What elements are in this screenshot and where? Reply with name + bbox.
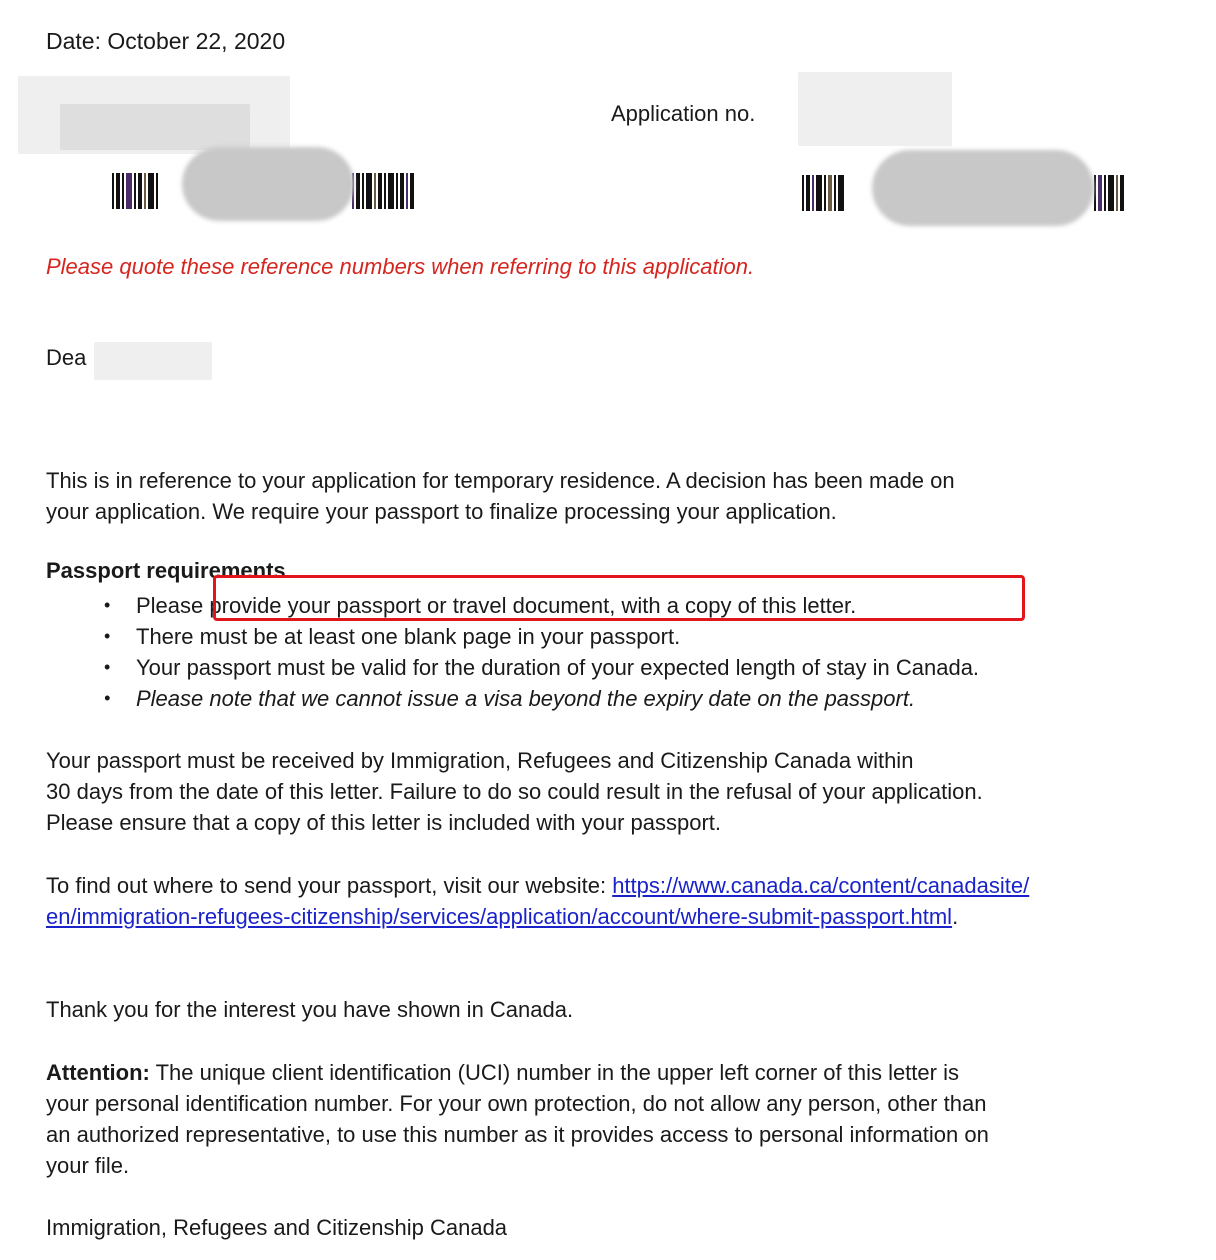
uci-barcode-right-part (352, 173, 416, 209)
redacted-application-barcode-number (872, 150, 1094, 226)
requirement-item: • Your passport must be valid for the duration of your expected length of stay in Canada. (96, 652, 979, 683)
website-paragraph (46, 870, 1029, 932)
attention-label: Attention: (46, 1060, 150, 1085)
letter-date (46, 26, 285, 57)
deadline-line: 30 days from the date of this letter. Failure to do so could result in the refusal of your application. (46, 779, 983, 804)
date-label: Date: (46, 28, 101, 54)
attention-line: your personal identification number. For your own protection, do not allow any person, other than (46, 1091, 987, 1116)
highlight-box (213, 575, 1025, 621)
signature-paragraph (46, 1212, 507, 1243)
intro-line: your application. We require your passport to finalize processing your application. (46, 499, 837, 524)
intro-paragraph (46, 465, 955, 527)
requirement-item: • Please note that we cannot issue a visa beyond the expiry date on the passport. (96, 683, 979, 714)
attention-line: The unique client identification (UCI) number in the upper left corner of this letter is (149, 1060, 959, 1085)
intro-line: This is in reference to your application for temporary residence. A decision has been made on (46, 468, 955, 493)
application-number-label: Application no. (611, 101, 756, 126)
date-value: October 22, 2020 (107, 28, 286, 54)
attention-line: an authorized representative, to use this number as it provides access to personal information on (46, 1122, 989, 1147)
redacted-uci-barcode-number (182, 147, 354, 221)
reference-notice: Please quote these reference numbers when referring to this application. (46, 254, 755, 279)
application-barcode-right-part (1094, 175, 1126, 211)
application-barcode (802, 175, 846, 211)
attention-line: your file. (46, 1153, 130, 1178)
redacted-uci-inner (60, 104, 250, 150)
requirements-heading: Passport requirements (46, 558, 286, 583)
salutation (46, 345, 86, 371)
signature: Immigration, Refugees and Citizenship Canada (46, 1215, 508, 1240)
thanks-line: Thank you for the interest you have shown in Canada. (46, 997, 574, 1022)
deadline-line: Please ensure that a copy of this letter is included with your passport. (46, 810, 722, 835)
uci-barcode (112, 173, 160, 209)
salutation-text: Dea (46, 345, 87, 370)
requirement-item: • Please provide your passport or travel document, with a copy of this letter. (96, 590, 979, 621)
website-link-part1[interactable]: https://www.canada.ca/content/canadasite/ (612, 873, 1030, 898)
thanks-paragraph (46, 994, 573, 1025)
website-suffix: . (952, 904, 959, 929)
redacted-application-number (798, 72, 952, 146)
attention-paragraph (46, 1057, 989, 1181)
website-link-part2[interactable]: en/immigration-refugees-citizenship/services/application/account/where-submit-passport.html (46, 904, 953, 929)
deadline-line: Your passport must be received by Immigration, Refugees and Citizenship Canada within (46, 748, 914, 773)
website-prefix: To find out where to send your passport, visit our website: (46, 873, 613, 898)
redacted-recipient-name (94, 342, 212, 380)
deadline-paragraph (46, 745, 983, 838)
requirement-item: • There must be at least one blank page in your passport. (96, 621, 979, 652)
